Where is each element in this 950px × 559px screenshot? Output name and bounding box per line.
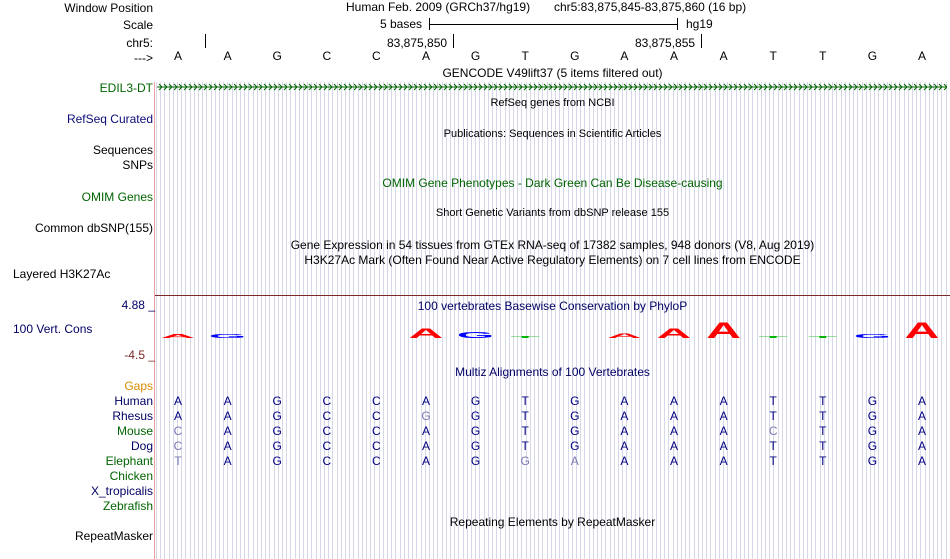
alignment-base: A	[421, 424, 430, 438]
alignment-base: A	[719, 409, 728, 423]
alignment-base: G	[470, 439, 481, 453]
base-letter: G	[272, 49, 282, 63]
alignment-base: A	[917, 409, 926, 423]
base-letter: A	[173, 49, 182, 63]
species-label[interactable]: Dog	[130, 439, 153, 453]
alignment-base: A	[719, 394, 728, 408]
alignment-base: A	[620, 424, 629, 438]
alignment-base: A	[223, 394, 232, 408]
ruler-coordinate-2: 83,875,855	[635, 36, 696, 50]
base-letter: A	[917, 49, 926, 63]
alignment-base: A	[421, 439, 430, 453]
alignment-base: G	[867, 409, 878, 423]
conservation-logo-letter: G	[208, 333, 247, 340]
base-letter: T	[819, 49, 827, 63]
alignment-base: G	[867, 424, 878, 438]
h3k27ac-track-title[interactable]: H3K27Ac Mark (Often Found Near Active Regulatory Elements) on 7 cell lines from ENCODE	[304, 253, 801, 267]
alignment-base: A	[173, 394, 182, 408]
position-label[interactable]: chr5:83,875,845-83,875,860 (16 bp)	[554, 0, 747, 14]
strand-label: --->	[134, 51, 153, 65]
alignment-base: A	[620, 409, 629, 423]
conservation-max-label: 4.88 _	[121, 298, 155, 312]
alignment-base: A	[421, 454, 430, 468]
alignment-base: G	[272, 409, 282, 423]
publications-track-title[interactable]: Publications: Sequences in Scientific Articles	[443, 128, 662, 140]
refseq-track-title[interactable]: RefSeq genes from NCBI	[490, 97, 615, 109]
species-label[interactable]: Zebrafish	[102, 499, 153, 513]
alignment-base: G	[470, 454, 481, 468]
alignment-base: A	[669, 409, 678, 423]
conservation-logo-area[interactable]	[155, 310, 950, 355]
assembly-label: Human Feb. 2009 (GRCh37/hg19)	[346, 0, 531, 14]
alignment-base: G	[272, 454, 282, 468]
species-label[interactable]: X_tropicalis	[90, 484, 153, 498]
species-label[interactable]: Rhesus	[112, 409, 153, 423]
conservation-logo-letter: A	[706, 317, 741, 343]
conservation-logo-letter: G	[456, 330, 495, 340]
alignment-base: G	[470, 394, 481, 408]
scale-label: Scale	[122, 18, 153, 32]
alignment-base: T	[769, 394, 777, 408]
sequences-label[interactable]: Sequences	[92, 143, 153, 157]
alignment-base: T	[174, 454, 182, 468]
alignment-base: G	[470, 424, 481, 438]
omim-track-title[interactable]: OMIM Gene Phenotypes - Dark Green Can Be Disease-causing	[382, 176, 723, 190]
edil3-gene-feature[interactable]	[157, 80, 947, 94]
alignment-base: A	[719, 424, 728, 438]
alignment-base: G	[867, 439, 878, 453]
common-dbsnp-label[interactable]: Common dbSNP(155)	[34, 221, 153, 235]
edil3-gene-label[interactable]: EDIL3-DT	[99, 81, 153, 95]
alignment-base: A	[917, 394, 926, 408]
alignment-base: G	[570, 409, 580, 423]
conservation-logo-letter: T	[808, 335, 838, 339]
conservation-logo-letter: A	[904, 317, 940, 343]
base-letter: A	[223, 49, 232, 63]
alignment-base: G	[867, 394, 878, 408]
base-letter: A	[620, 49, 629, 63]
alignment-base: T	[521, 439, 529, 453]
dbsnp-track-title[interactable]: Short Genetic Variants from dbSNP release 155	[435, 207, 670, 219]
alignment-base: A	[917, 454, 926, 468]
scale-db-label: hg19	[686, 17, 713, 31]
alignment-base: G	[272, 394, 282, 408]
alignment-base: A	[223, 439, 232, 453]
alignment-base: A	[669, 439, 678, 453]
alignment-base: A	[570, 454, 579, 468]
alignment-base: A	[421, 394, 430, 408]
base-letter: A	[669, 49, 678, 63]
alignment-base: G	[867, 454, 878, 468]
alignment-base: C	[173, 439, 183, 453]
species-label[interactable]: Chicken	[109, 469, 153, 483]
alignment-base: C	[372, 409, 381, 423]
alignment-base: G	[272, 424, 282, 438]
alignment-base: A	[223, 409, 232, 423]
alignment-base: G	[570, 394, 580, 408]
alignment-base: G	[570, 439, 580, 453]
base-letter: G	[867, 49, 878, 63]
alignment-base: G	[570, 424, 580, 438]
base-letter: C	[322, 49, 332, 63]
gtex-track-title[interactable]: Gene Expression in 54 tissues from GTEx RNA-seq of 17382 samples, 948 donors (V8, Aug 2019)	[290, 238, 815, 252]
alignment-base: A	[223, 454, 232, 468]
chrom-label: chr5:	[126, 36, 153, 50]
alignment-base: T	[819, 454, 827, 468]
conservation-logo-letter: A	[607, 332, 642, 340]
ruler-tick-2	[453, 34, 454, 48]
alignment-base: C	[372, 424, 381, 438]
species-label[interactable]: Human	[114, 394, 153, 408]
alignment-base: C	[322, 409, 332, 423]
alignment-base: A	[719, 439, 728, 453]
alignment-base: T	[521, 409, 529, 423]
alignment-base: T	[769, 454, 777, 468]
alignment-base: C	[322, 394, 332, 408]
alignment-base: A	[620, 439, 629, 453]
alignment-base: A	[719, 454, 728, 468]
alignment-base: T	[819, 424, 827, 438]
base-letter: C	[372, 49, 381, 63]
alignment-base: T	[769, 439, 777, 453]
conservation-logo-letter: T	[758, 335, 788, 339]
phylop-track-title[interactable]: 100 vertebrates Basewise Conservation by PhyloP	[417, 299, 688, 313]
alignment-base: A	[669, 394, 678, 408]
repeatmasker-track-title[interactable]: Repeating Elements by RepeatMasker	[449, 515, 656, 529]
conservation-logo-letter: A	[656, 325, 692, 342]
alignment-base: T	[819, 439, 827, 453]
conservation-logo-letter: T	[510, 335, 540, 339]
conservation-logo-letter: G	[853, 333, 892, 340]
alignment-base: T	[521, 424, 529, 438]
conservation-logo-letter: A	[160, 333, 196, 340]
base-letter: A	[421, 49, 430, 63]
alignment-base: A	[669, 424, 678, 438]
alignment-base: A	[223, 424, 232, 438]
gencode-track-title[interactable]: GENCODE V49lift37 (5 items filtered out)	[442, 66, 663, 80]
alignment-base: C	[173, 424, 183, 438]
alignment-base: C	[322, 439, 332, 453]
alignment-base: C	[322, 454, 332, 468]
alignment-base: A	[620, 394, 629, 408]
gaps-label[interactable]: Gaps	[124, 379, 153, 393]
alignment-base: T	[769, 409, 777, 423]
alignment-base: A	[173, 409, 182, 423]
base-letter: G	[470, 49, 481, 63]
layered-h3k27ac-label[interactable]: Layered H3K27Ac	[13, 267, 111, 281]
conservation-min-label: -4.5 _	[124, 348, 155, 362]
base-letter: T	[769, 49, 777, 63]
alignment-base: G	[272, 439, 282, 453]
alignment-base: G	[470, 409, 481, 423]
alignment-base: G	[421, 409, 431, 423]
base-sequence-row	[0, 49, 950, 64]
base-letter: G	[570, 49, 580, 63]
alignment-base: T	[819, 409, 827, 423]
multiz-track-title[interactable]: Multiz Alignments of 100 Vertebrates	[455, 365, 650, 379]
species-label[interactable]: Elephant	[105, 454, 153, 468]
alignment-base: T	[819, 394, 827, 408]
repeatmasker-label[interactable]: RepeatMasker	[74, 529, 153, 543]
conservation-logo-letter: A	[408, 325, 444, 342]
omim-genes-label[interactable]: OMIM Genes	[81, 190, 153, 204]
alignment-base: C	[322, 424, 332, 438]
base-letter: T	[521, 49, 529, 63]
alignment-base: T	[521, 394, 529, 408]
vert-cons-label[interactable]: 100 Vert. Cons	[13, 322, 93, 336]
species-label[interactable]: Mouse	[116, 424, 153, 438]
ruler-tick-3	[701, 34, 702, 48]
alignment-base: C	[372, 439, 381, 453]
alignment-base: G	[520, 454, 530, 468]
window-position-label: Window Position	[64, 1, 153, 15]
alignment-base: A	[917, 424, 926, 438]
alignment-base: C	[372, 394, 381, 408]
track-divider	[155, 295, 950, 296]
scale-bases-text: 5 bases	[380, 17, 423, 31]
alignment-base: A	[669, 454, 678, 468]
base-letter: A	[719, 49, 728, 63]
alignment-base: A	[917, 439, 926, 453]
alignment-base: C	[372, 454, 381, 468]
alignment-base: A	[620, 454, 629, 468]
snps-label[interactable]: SNPs	[122, 158, 153, 172]
ruler-tick-1	[205, 34, 206, 48]
alignment-base: C	[768, 424, 778, 438]
ruler-coordinate-1: 83,875,850	[387, 36, 448, 50]
refseq-curated-label[interactable]: RefSeq Curated	[66, 112, 153, 126]
